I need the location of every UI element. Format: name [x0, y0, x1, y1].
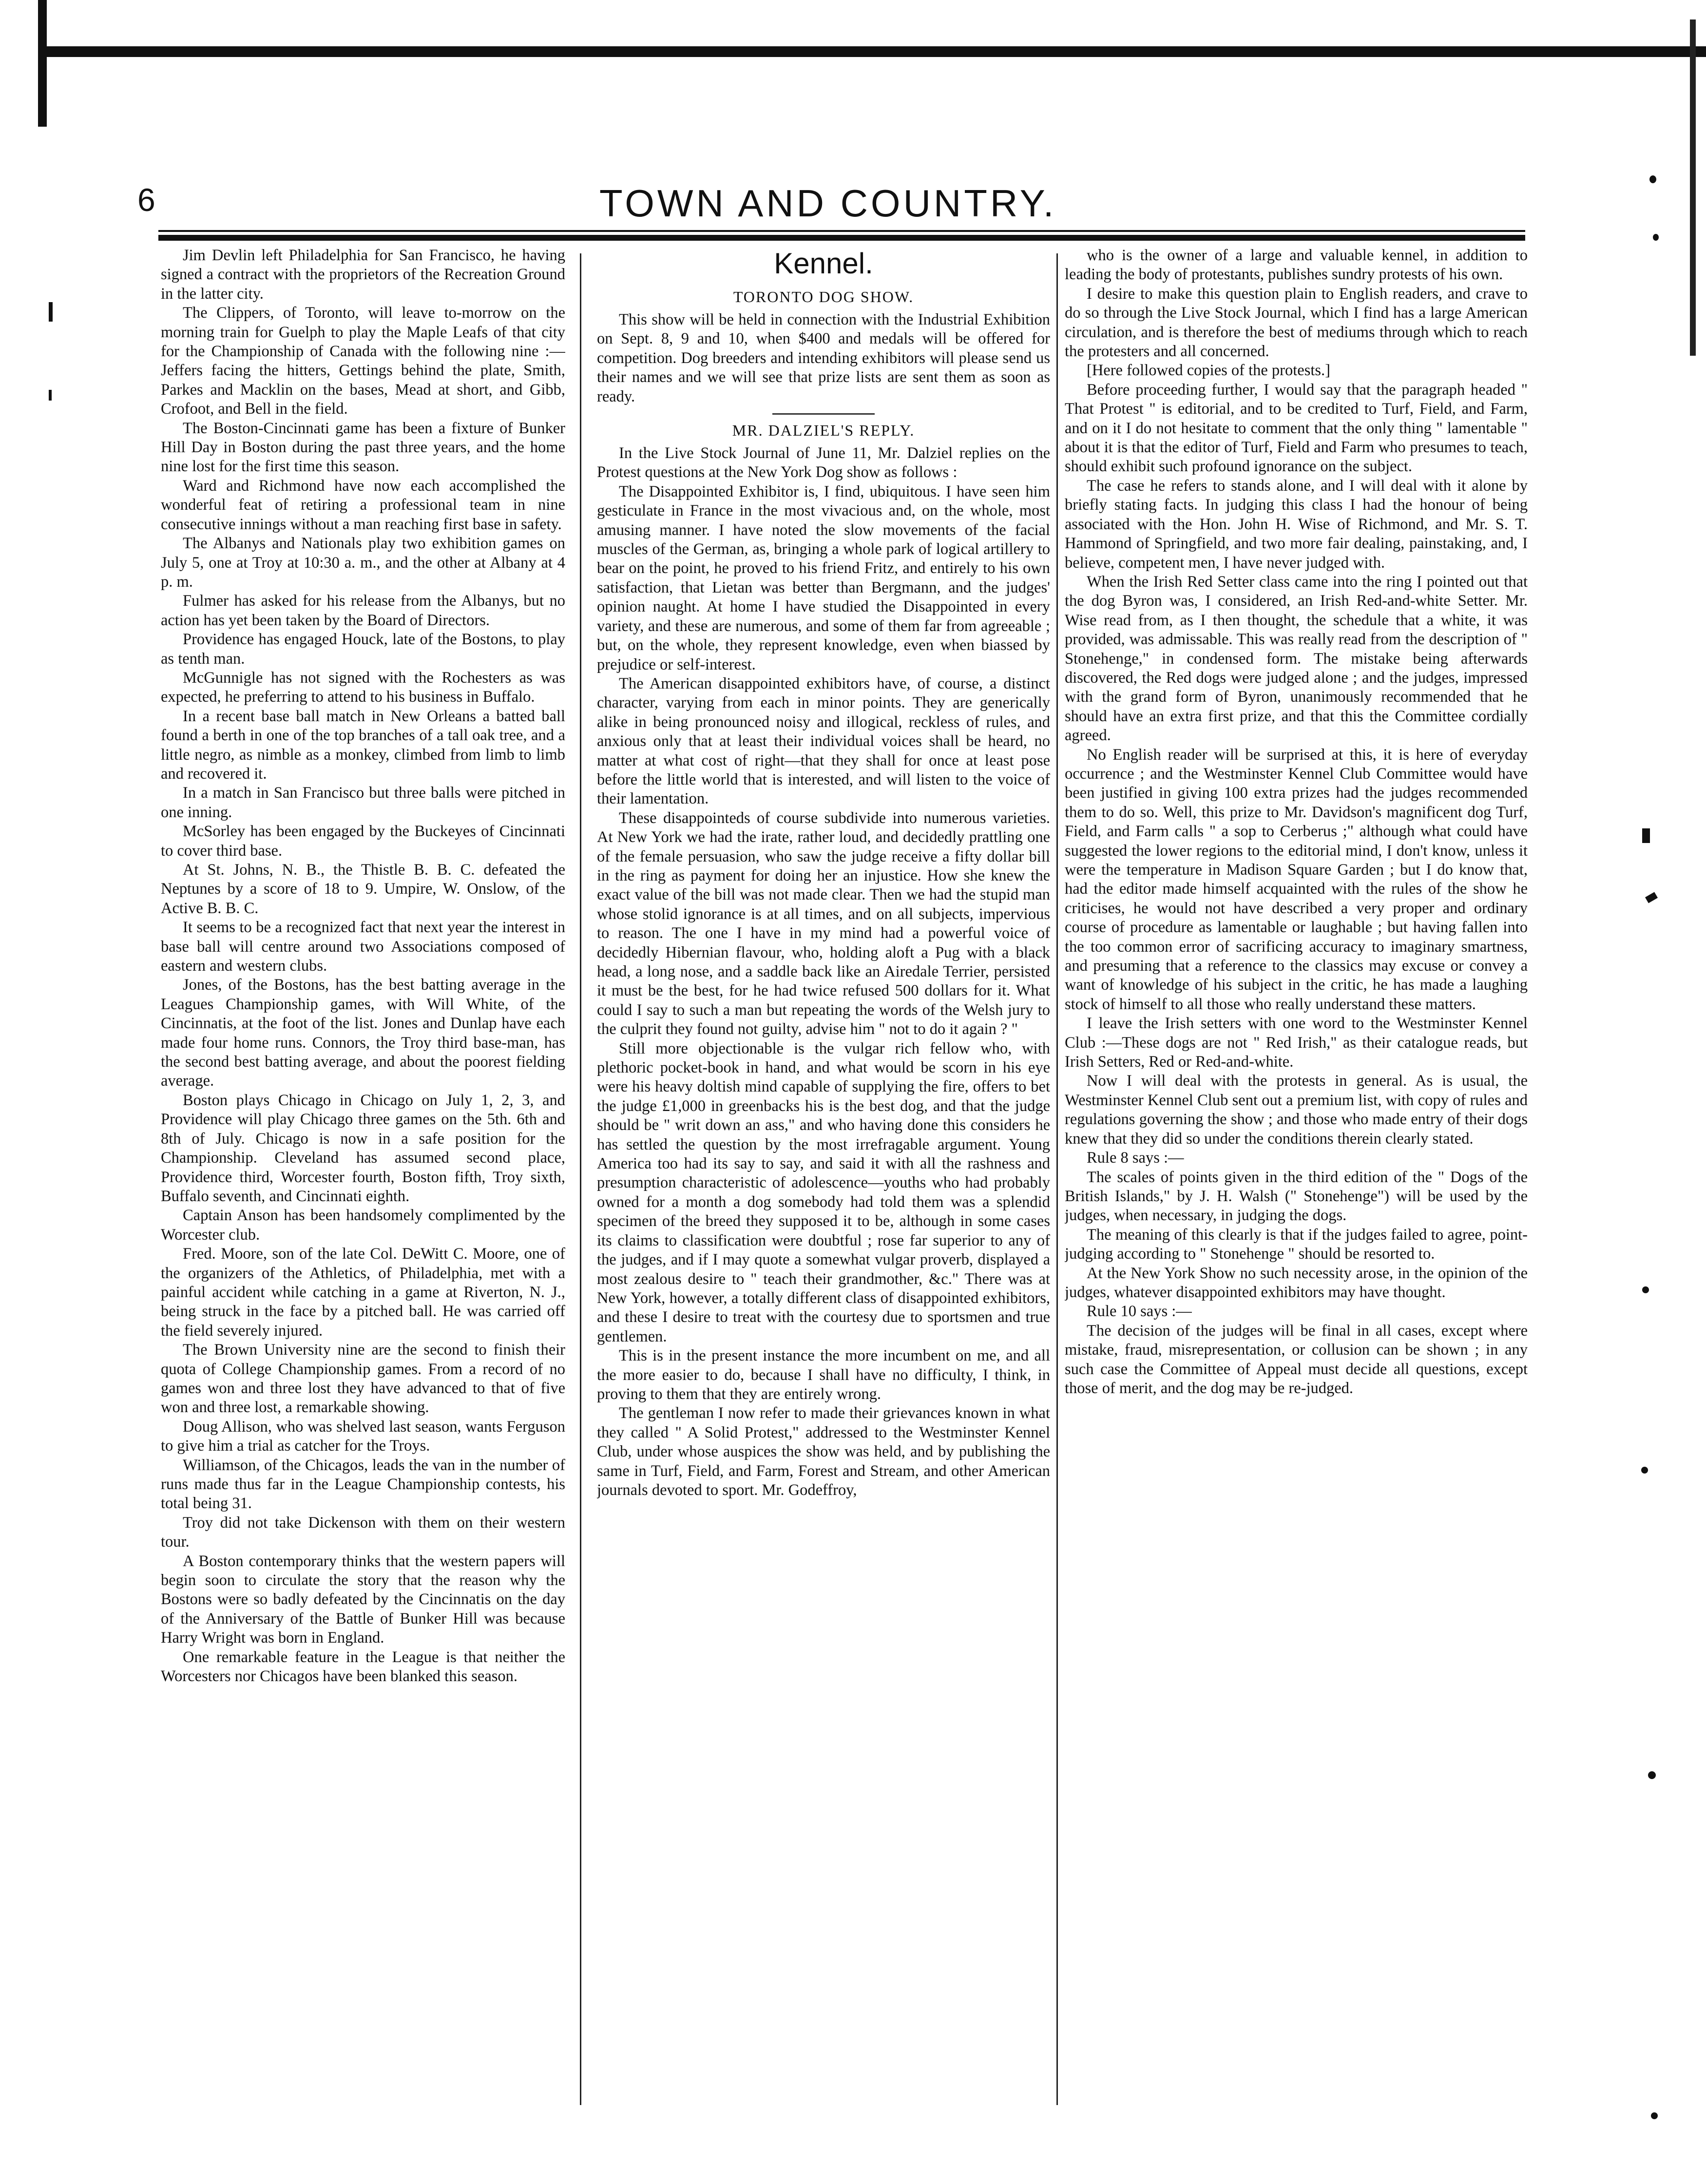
news-item-paragraph: The Boston-Cincinnati game has been a fixture of Bunker Hill Day in Boston during the past three years, and the home nine lost for the first time this season. — [161, 419, 565, 476]
article-paragraph: Rule 10 says :— — [1087, 1303, 1192, 1321]
masthead-rule-thin — [158, 230, 1525, 232]
article-paragraph: The gentleman I now refer to made their grievances known in what they called " A Solid Protest," addressed to the Westminster Kennel Club, under whose auspices the show was held, and by publishing the same in Turf, Field, and Farm, Forest and Stream, and other American journals devoted to sport. Mr. Godeffroy, — [597, 1404, 1050, 1499]
scan-speck — [1649, 175, 1656, 183]
news-item-paragraph: It seems to be a recognized fact that next year the interest in base ball will centre around two Associations composed of eastern and western clubs. — [161, 919, 565, 975]
column-kennel — [597, 246, 1050, 2117]
section-separator — [772, 413, 875, 415]
news-item-paragraph: One remarkable feature in the League is that neither the Worcesters nor Chicagos have been blanked this season. — [161, 1648, 565, 1686]
article-paragraph: This is in the present instance the more incumbent on me, and all the more easier to do, because I shall have no difficulty, I think, in proving to them that they are entirely wrong. — [597, 1347, 1050, 1403]
column-divider-right — [1056, 253, 1058, 2105]
news-item-paragraph: Ward and Richmond have now each accomplished the wonderful feat of retiring a professional team in nine consecutive innings without a man reaching first base in safety. — [161, 477, 565, 533]
article-paragraph: These disappointeds of course subdivide into numerous varieties. At New York we had the irate, rather loud, and decidedly prattling one of the female persuasion, who saw the judge receive a fifty dollar bill in the ring as payment for doing her an injustice. How she knew the exact value of the bill was not made clear. Then we had the stupid man whose stolid ignorance is at all times, and on all subjects, impervious to reason. The one I have in my mind had a powerful voice of decidedly Hibernian flavour, who, holding aloft a Pug with a black head, a long nose, and a saddle back like an Airedale Terrier, persisted it must be the best, for he had twice refused 500 dollars for it. What could I say to such a man but repeating the words of the Welsh jury to the culprit they found not guilty, advise him " not to do it again ? " — [597, 809, 1050, 1038]
news-item-paragraph: The Brown University nine are the second to finish their quota of College Championship games. From a record of no games won and three lost they have advanced to that of five won and three lost, a remarkable showing. — [161, 1341, 565, 1417]
scan-speck — [1641, 1467, 1648, 1474]
article-paragraph: The Disappointed Exhibitor is, I find, ubiquitous. I have seen him gesticulate in France in the most vivacious and, on the whole, most amusing manner. I have noted the slow movements of the facial muscles of the German, as, bringing a whole park of logical artillery to bear on the point, he proved to his friend Fritz, and entirely to his own satisfaction, that Lietan was better than Bergmann, and the judges' opinion naught. At home I have studied the Disappointed in every variety, and these are numerous, and some of them far from agreeable ; but, on the whole, they represent knowledge, even when biassed by prejudice or self-interest. — [597, 482, 1050, 673]
masthead-title: TOWN AND COUNTRY. — [599, 182, 1057, 225]
news-item-paragraph: A Boston contemporary thinks that the western papers will begin soon to circulate the story that the reason why the Bostons were so badly defeated by the Cincinnatis on the day of the Anniversary of the Battle of Bunker Hill was because Harry Wright was born in England. — [161, 1552, 565, 1647]
scan-speck — [1653, 234, 1659, 241]
article-paragraph: No English reader will be surprised at this, it is here of everyday occurrence ; and the Westminster Kennel Club Committee would have been justified in giving 100 extra prizes had the judges recommended them to do so. Well, this prize to Mr. Davidson's magnificent dog Turf, Field, and Farm calls " a sop to Cerberus ;" although what could have suggested the lower regions to the editorial mind, I don't know, unless it were the temperature in Madison Square Garden ; but I do know that, had the editor made himself acquainted with the rules of the show he criticises, he would not have described a very proper and ordinary course of procedure as lamentable or laughable ; but having fallen into the too common error of sacrificing accuracy to imaginary smartness, and presuming that a reference to the classics may excuse or convey a want of knowledge of his subject in the critic, he has made a laughing stock of himself to all those who really understand these matters. — [1065, 746, 1528, 1013]
article-paragraph: The case he refers to stands alone, and I will deal with it alone by briefly stating facts. In judging this class I had the honour of being associated with the Hon. John H. Wise of Richmond, and Mr. S. T. Hammond of Springfield, and two more fair dealing, painstaking, and, I believe, competent men, I have never judged with. — [1065, 477, 1528, 572]
scan-speck — [49, 390, 52, 401]
scan-speck — [1651, 2112, 1658, 2119]
toronto-dog-show-heading: TORONTO DOG SHOW. — [733, 288, 914, 306]
news-item-paragraph: Fulmer has asked for his release from the Albanys, but no action has yet been taken by the Board of Directors. — [161, 592, 565, 629]
scan-speck — [1642, 1286, 1649, 1293]
article-paragraph: Before proceeding further, I would say that the paragraph headed " That Protest " is editorial, and to be credited to Turf, Field, and Farm, and on it I do not hesitate to comment that the only thing " lamentable " about it is that the editor of Turf, Field and Farm who presumes to teach, should exhibit such profound ignorance on the subject. — [1065, 381, 1528, 476]
dalziel-reply-heading: MR. DALZIEL'S REPLY. — [732, 421, 915, 440]
toronto-dog-show-paragraph: This show will be held in connection with the Industrial Exhibition on Sept. 8, 9 and 10, when $400 and medals will be offered for competition. Dog breeders and intending exhibitors will please send us their names and we will see that prize lists are sent them as soon as ready. — [597, 311, 1050, 405]
news-item-paragraph: McSorley has been engaged by the Buckeyes of Cincinnati to cover third base. — [161, 823, 565, 860]
scan-speck — [1645, 892, 1658, 903]
article-paragraph: The American disappointed exhibitors have, of course, a distinct character, varying from each in minor points. They are generically alike in being pronounced noisy and illogical, reckless of rules, and anxious only that at least their individual voices shall be heard, no matter at what cost of right—that they shall for once at least pose before the little world that is interested, and will listen to the voice of their lamentation. — [597, 674, 1050, 808]
column-divider-left — [580, 253, 581, 2105]
column-dalziel-reply-continued — [1065, 246, 1528, 2117]
article-paragraph: In the Live Stock Journal of June 11, Mr. Dalziel replies on the Protest questions at the New York Dog show as follows : — [597, 444, 1050, 481]
news-item-paragraph: Troy did not take Dickenson with them on their western tour. — [161, 1513, 565, 1551]
article-paragraph: I leave the Irish setters with one word to the Westminster Kennel Club :—These dogs are not " Red Irish," as their catalogue reads, but Irish Setters, Red or Red-and-white. — [1065, 1015, 1528, 1071]
masthead-rule-thick — [158, 235, 1525, 241]
news-item-paragraph: The Albanys and Nationals play two exhibition games on July 5, one at Troy at 10:30 a. m., and the other at Albany at 4 p. m. — [161, 535, 565, 591]
article-paragraph: Still more objectionable is the vulgar rich fellow who, with plethoric pocket-book in hand, and what would be scorn in his eye were his heavy doltish mind capable of supplying the fire, offers to bet the judge £1,000 in greenbacks his is the best dog, and that the judge should be " writ down an ass," and who having done this considers he has settled the question by the most irrefragable argument. Young America too had its say to say, and said it with all the rashness and presumption characteristic of adolescence—youths who had probably owned for a month a dog somebody had told them was a splendid specimen of the breed they supposed it to be, although in some cases its claims to classification were doubtful ; rose far superior to any of the judges, and if I may quote a somewhat vulgar proverb, displayed a most zealous desire to " teach their grandmother, &c." There was at New York, however, a totally different class of disappointed exhibitors, and these I desire to treat with the courtesy due to sportsmen and true gentlemen. — [597, 1039, 1050, 1345]
news-item-paragraph: At St. Johns, N. B., the Thistle B. B. C. defeated the Neptunes by a score of 18 to 9. Umpire, W. Onslow, of the Active B. B. C. — [161, 861, 565, 917]
scan-speck — [1648, 1771, 1656, 1779]
column-base-ball-notes — [161, 246, 565, 2117]
scan-speck — [49, 302, 53, 322]
news-item-paragraph: In a match in San Francisco but three balls were pitched in one inning. — [161, 784, 565, 821]
article-paragraph: The meaning of this clearly is that if the judges failed to agree, point-judging according to " Stonehenge " should be resorted to. — [1065, 1226, 1528, 1263]
news-item-paragraph: Fred. Moore, son of the late Col. DeWitt C. Moore, one of the organizers of the Athletics, of Philadelphia, met with a painful accident while catching in a game at Riverton, N. J., being struck in the face by a pitched ball. He was carried off the field severely injured. — [161, 1245, 565, 1340]
news-item-paragraph: Providence has engaged Houck, late of the Bostons, to play as tenth man. — [161, 631, 565, 668]
scan-speck — [1642, 828, 1650, 843]
news-item-paragraph: McGunnigle has not signed with the Rochesters as was expected, he preferring to attend to his business in Buffalo. — [161, 669, 565, 706]
news-item-paragraph: In a recent base ball match in New Orleans a batted ball found a berth in one of the top branches of a tall oak tree, and a little negro, as nimble as a monkey, climbed from limb to limb and recovered it. — [161, 707, 565, 783]
article-paragraph: The scales of points given in the third edition of the " Dogs of the British Islands," by J. H. Walsh (" Stonehenge") will be used by the judges, when necessary, in judging the dogs. — [1065, 1168, 1528, 1225]
article-paragraph: I desire to make this question plain to English readers, and crave to do so through the Live Stock Journal, which I find has a large American circulation, and is therefore the best of mediums through which to reach the protesters and all concerned. — [1065, 285, 1528, 361]
news-item-paragraph: Doug Allison, who was shelved last season, wants Ferguson to give him a trial as catcher for the Troys. — [161, 1418, 565, 1455]
news-item-paragraph: Williamson, of the Chicagos, leads the van in the number of runs made thus far in the League Championship contests, his total being 31. — [161, 1456, 565, 1513]
article-paragraph: who is the owner of a large and valuable kennel, in addition to leading the body of protestants, publishes sundry protests of his own. — [1065, 247, 1528, 284]
article-paragraph: When the Irish Red Setter class came into the ring I pointed out that the dog Byron was, I considered, an Irish Red-and-white Setter. Mr. Wise read from, as I then thought, the schedule that a white, it was provided, was admissable. This was really read from the description of " Stonehenge," in condensed form. The mistake being afterwards discovered, the Red dogs were judged alone ; and the judges, impressed with the grand form of Byron, unanimously recommended that he should have an extra first prize, and that this the Committee cordially agreed. — [1065, 573, 1528, 745]
article-paragraph: Now I will deal with the protests in general. As is usual, the Westminster Kennel Club sent out a premium list, with copy of rules and regulations governing the show ; and those who made entry of their dogs knew that they did so under the conditions therein clearly stated. — [1065, 1072, 1528, 1148]
scan-frame-left — [38, 0, 47, 127]
article-paragraph: At the New York Show no such necessity arose, in the opinion of the judges, whatever disappointed exhibitors may have thought. — [1065, 1264, 1528, 1301]
scan-frame-top — [44, 0, 1706, 57]
news-item-paragraph: Jones, of the Bostons, has the best batting average in the Leagues Championship games, with Will White, of the Cincinnatis, at the foot of the list. Jones and Dunlap have each made four home runs. Connors, the Troy third base-man, has the second best batting average, and about the poorest fielding average. — [161, 976, 565, 1090]
protests-bracket-note: [Here followed copies of the protests.] — [1087, 362, 1330, 380]
article-paragraph: Rule 8 says :— — [1087, 1149, 1184, 1167]
news-item-paragraph: Jim Devlin left Philadelphia for San Francisco, he having signed a contract with the proprietors of the Recreation Ground in the latter city. — [161, 247, 565, 303]
news-item-paragraph: Boston plays Chicago in Chicago on July 1, 2, 3, and Providence will play Chicago three games on the 5th. 6th and 8th of July. Chicago is now in a safe position for the Championship. Cleveland has assumed second place, Providence third, Worcester fourth, Boston fifth, Troy sixth, Buffalo seventh, and Cincinnati eighth. — [161, 1091, 565, 1205]
page-number: 6 — [137, 182, 155, 218]
article-paragraph: The decision of the judges will be final in all cases, except where mistake, fraud, misrepresentation, or collusion can be shown ; in any such case the Committee of Appeal must decide all questions, except those of merit, and the dog may be re-judged. — [1065, 1322, 1528, 1397]
kennel-section-title: Kennel. — [774, 247, 873, 280]
news-item-paragraph: Captain Anson has been handsomely complimented by the Worcester club. — [161, 1207, 565, 1244]
news-item-paragraph: The Clippers, of Toronto, will leave to-morrow on the morning train for Guelph to play the Maple Leafs of that city for the Championship of Canada with the following nine :—Jeffers facing the hitters, Gettings behind the plate, Smith, Parkes and Macklin on the bases, Mead at short, and Gibb, Crofoot, and Bell in the field. — [161, 304, 565, 418]
scan-frame-right — [1690, 19, 1696, 356]
